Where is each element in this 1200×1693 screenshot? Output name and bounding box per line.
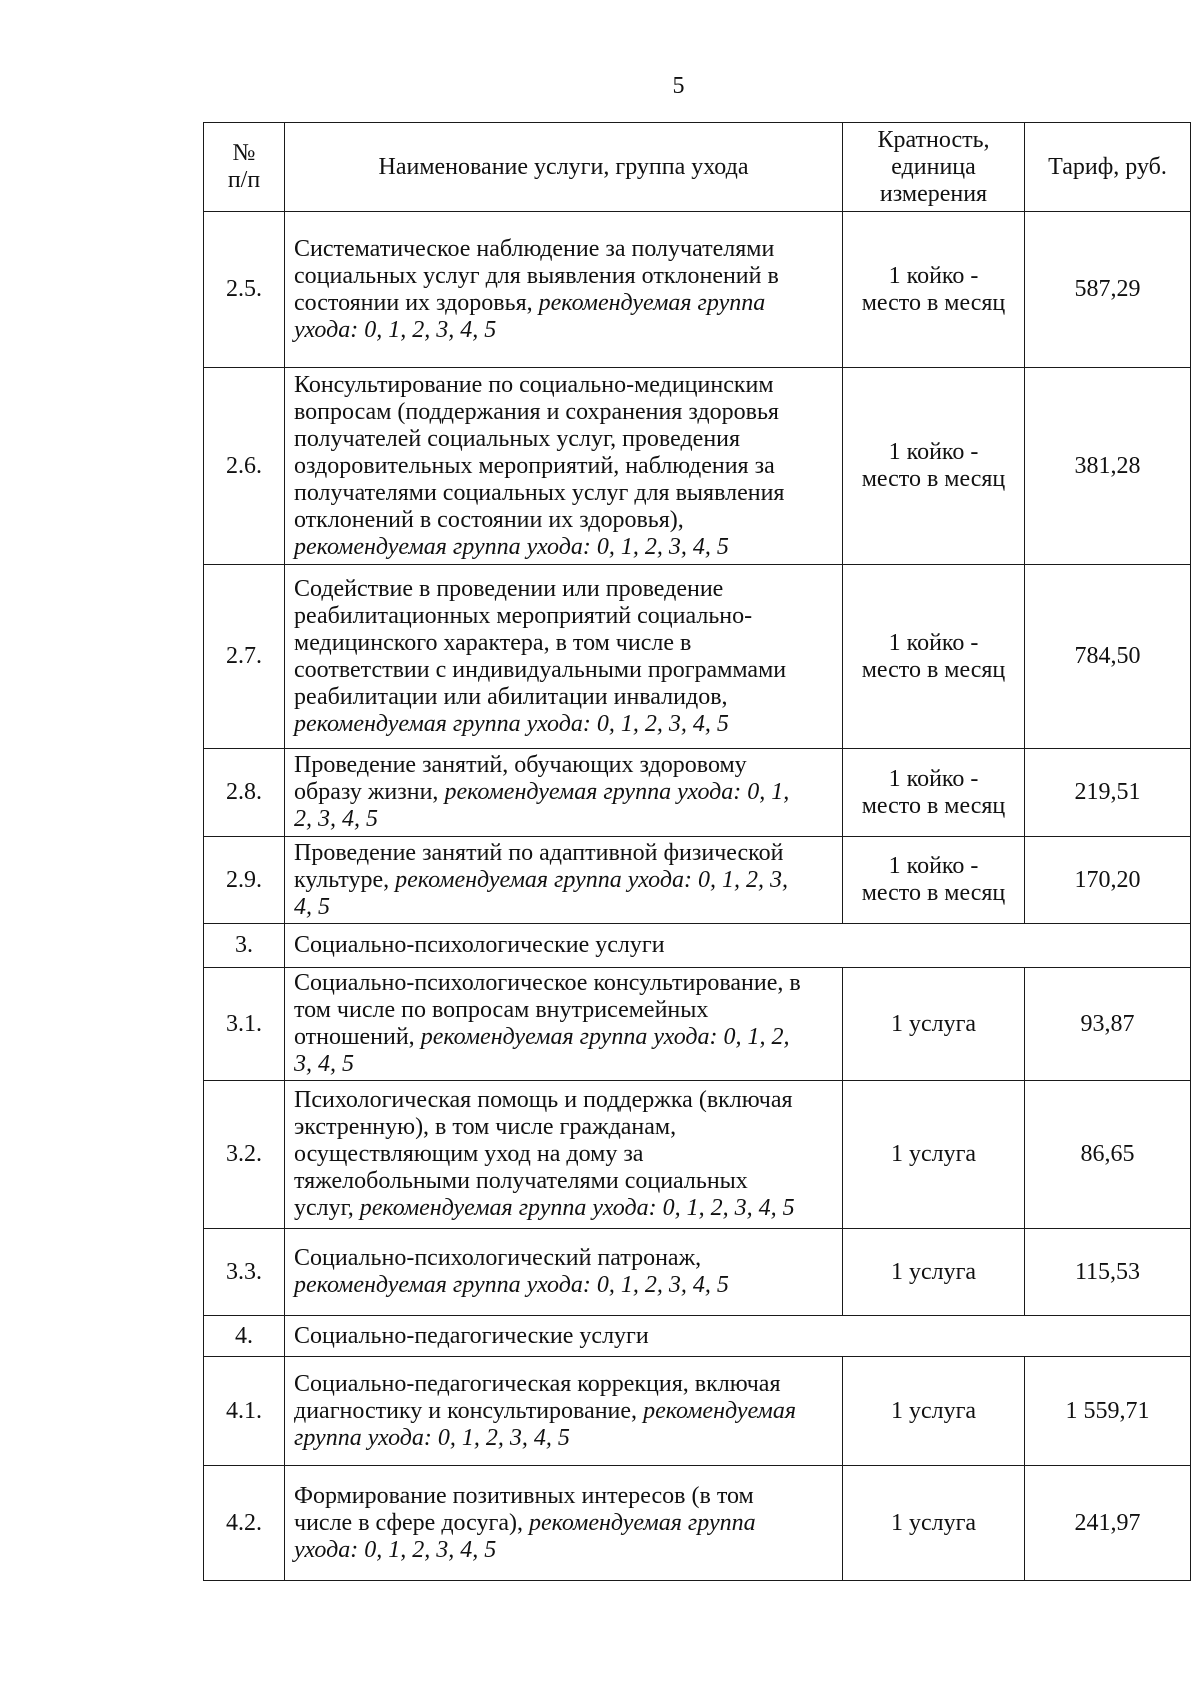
table-row [204,1229,1191,1316]
section-title: Социально-психологические услуги [285,924,1191,968]
unit: 1 койко - место в месяц [843,212,1025,368]
service-name-cell [285,212,843,368]
table-row [204,1081,1191,1229]
care-group: рекомендуемая группа ухода: 0, 1, 2, 3, 4, 5 [294,533,729,560]
row-number: 2.5. [204,212,285,368]
service-name: Социально-психологический патронаж, [294,1245,702,1271]
service-name: Систематическое наблюдение за получателями социальных услуг для выявления отклонений в состоянии их здоровья, [294,235,779,316]
service-name: Социально-педагогическая коррекция, включая диагностику и консультирование, [294,1370,781,1424]
section-number: 4. [204,1316,285,1357]
care-group: рекомендуемая группа ухода: 0, 1, 2, 3, 4, 5 [294,710,729,737]
page-number: 5 [672,73,685,99]
service-name: Социально-психологическое консультирование, в том числе по вопросам внутрисемейных отношений, [294,970,801,1050]
service-name-cell [285,1466,843,1581]
table-row [204,212,1191,368]
tariff: 241,97 [1025,1466,1191,1581]
service-name: Проведение занятий, обучающих здоровому образу жизни, [294,752,747,805]
service-name-cell [285,1357,843,1466]
service-name: Консультирование по социально-медицинским вопросам (поддержания и сохранения здоровья получателей социальных услуг, проведения оздоровительных мероприятий, наблюдения за получателями социальных услуг для выявления отклонений в состоянии их здоровья), [294,371,785,533]
care-group: рекомендуемая группа ухода: 0, 1, 2, 3, 4, 5 [359,1195,795,1221]
row-number: 2.7. [204,565,285,749]
tariff: 381,28 [1025,368,1191,565]
service-name-cell [285,749,843,837]
tariff: 219,51 [1025,749,1191,837]
row-number: 4.2. [204,1466,285,1581]
table-header [204,123,1191,212]
service-name: Психологическая помощь и поддержка (включая экстренную), в том числе гражданам, осуществляющим уход на дому за тяжелобольными получателями социальных услуг, [294,1087,793,1221]
table-row [204,1466,1191,1581]
unit: 1 услуга [843,1466,1025,1581]
care-group: рекомендуемая группа ухода: 0, 1, 2, 3, 4, 5 [294,1509,756,1563]
header-tariff: Тариф, руб. [1025,123,1191,212]
table-row [204,1357,1191,1466]
table-row [204,968,1191,1081]
service-name-cell [285,565,843,749]
tariff: 115,53 [1025,1229,1191,1316]
table-row [204,368,1191,565]
service-name: Формирование позитивных интересов (в том числе в сфере досуга), [294,1482,754,1536]
tariff: 93,87 [1025,968,1191,1081]
header-service-name: Наименование услуги, группа ухода [285,123,843,212]
unit: 1 услуга [843,1081,1025,1229]
row-number: 2.9. [204,837,285,924]
care-group: рекомендуемая группа ухода: 0, 1, 2, 3, 4, 5 [294,1272,729,1298]
section-number: 3. [204,924,285,968]
section-title: Социально-педагогические услуги [285,1316,1191,1357]
row-number: 3.3. [204,1229,285,1316]
care-group: рекомендуемая группа ухода: 0, 1, 2, 3, 4, 5 [294,1024,790,1077]
unit: 1 койко - место в месяц [843,749,1025,837]
header-unit: Кратность, единица измерения [843,123,1025,212]
tariff: 86,65 [1025,1081,1191,1229]
unit: 1 койко - место в месяц [843,368,1025,565]
header-number: № п/п [204,123,285,212]
care-group: рекомендуемая группа ухода: 0, 1, 2, 3, 4, 5 [294,289,766,343]
row-number: 3.2. [204,1081,285,1229]
unit: 1 койко - место в месяц [843,565,1025,749]
row-number: 4.1. [204,1357,285,1466]
care-group: рекомендуемая группа ухода: 0, 1, 2, 3, 4, 5 [294,1397,796,1451]
tariff: 784,50 [1025,565,1191,749]
service-name-cell [285,968,843,1081]
row-number: 2.6. [204,368,285,565]
service-name-cell [285,368,843,565]
service-name: Проведение занятий по адаптивной физической культуре, [294,839,784,893]
tariff: 587,29 [1025,212,1191,368]
section-row [204,1316,1191,1357]
unit: 1 услуга [843,968,1025,1081]
care-group: рекомендуемая группа ухода: 0, 1, 2, 3, 4, 5 [294,779,790,832]
table-row [204,565,1191,749]
service-name-cell [285,1081,843,1229]
table-row [204,837,1191,924]
care-group: рекомендуемая группа ухода: 0, 1, 2, 3, 4, 5 [294,866,788,920]
unit: 1 услуга [843,1229,1025,1316]
tariff-table [203,122,1191,1581]
row-number: 3.1. [204,968,285,1081]
unit: 1 койко - место в месяц [843,837,1025,924]
row-number: 2.8. [204,749,285,837]
table-row [204,749,1191,837]
header-row [204,123,1191,212]
service-name-cell [285,837,843,924]
tariff: 1 559,71 [1025,1357,1191,1466]
tariff: 170,20 [1025,837,1191,924]
service-name: Содействие в проведении или проведение реабилитационных мероприятий социально- медицинского характера, в том числе в соответствии с индивидуальными программами реабилитации или абилитации инвалидов, [294,575,787,710]
section-row [204,924,1191,968]
unit: 1 услуга [843,1357,1025,1466]
table-body [204,212,1191,1581]
service-name-cell [285,1229,843,1316]
